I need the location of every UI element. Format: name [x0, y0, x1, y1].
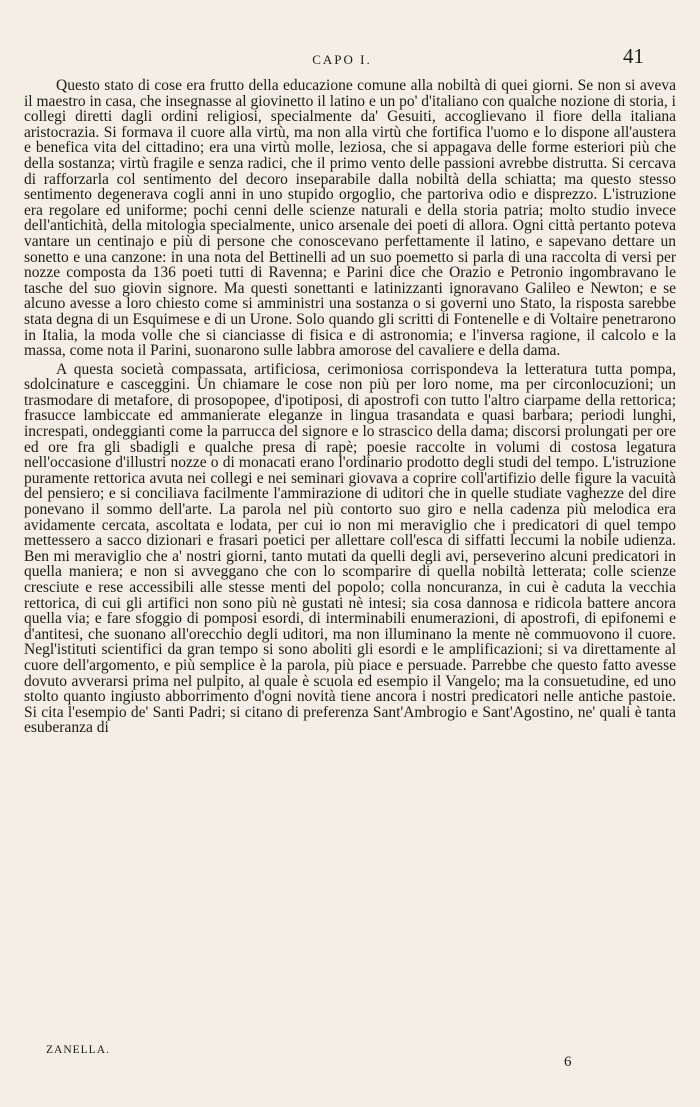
page-header: [40, 44, 644, 74]
signature-mark: 6: [564, 1054, 572, 1070]
page-footer: [24, 1038, 676, 1068]
paragraph: Questo stato di cose era frutto della educazione comune alla nobiltà di quei giorni. Se non si aveva il maestro in casa, che insegnasse al giovinetto il latino e un po' d'italiano con qualche nozione di storia, i collegi diretti dagli ordini religiosi, specialmente da' Gesuiti, accoglievano il fiore della italiana aristocrazia. Si formava il cuore alla virtù, ma non alla virtù che fortifica l'uomo e lo dispone all'austera e benefica vita del cittadino; era una virtù molle, leziosa, che si appagava delle forme esteriori più che della sostanza; virtù fragile e senza radici, che il primo vento delle passioni avrebbe distrutta. Si cercava di rafforzarla col sentimento del decoro inseparabile dalla nobiltà della schiatta; ma questo stesso sentimento degenerava cogli anni in uno stupido orgoglio, che partoriva odio e disprezzo. L'istruzione era regolare ed uniforme; pochi cenni delle scienze naturali e della storia patria; molto studio invece dell'antichità, della mitologia specialmente, unico arsenale dei poeti di allora. Ogni città pertanto poteva vantare un centinajo e più di persone che conoscevano perfettamente il latino, e sapevano dettare un sonetto e una canzone: in una nota del Bettinelli ad un suo poemetto si parla di una raccolta di versi per nozze composta da 136 poeti tutti di Ravenna; e Parini dice che Orazio e Petronio ingombravano le tasche del suo giovin signore. Ma questi sonettanti e latinizzanti ignoravano Galileo e Newton; e se alcuno avesse a loro chiesto come si amministri una sostanza o si governi uno Stato, la risposta sarebbe stata degna di un Esquimese e di un Urone. Solo quando gli scritti di Fontenelle e di Voltaire penetrarono in Italia, la moda volle che si cianciasse di fisica e di astronomia; e l'inversa ragione, il calcolo e la massa, come nota il Parini, suonarono sulle labbra amorose del cavaliere e della dama.: [24, 77, 676, 360]
running-title: CAPO I.: [312, 52, 372, 67]
author-name: ZANELLA.: [46, 1044, 110, 1056]
body-text: [24, 78, 676, 739]
paragraph: A questa società compassata, artificiosa, cerimoniosa corrispondeva la letteratura tutta pompa, sdolcinature e casceggini. Un chiamare le cose non più per loro nome, ma per circonlocuzioni; un trasmodare di metafore, di prosopopee, d'ipotiposi, di apostrofi con tutto l'altro ciarpame della rettorica; frasucce lambiccate ed ammanierate eleganze in lingua trasandata e quasi barbara; periodi lunghi, increspati, ondeggianti come la parrucca del signore e lo strascico della dama; discorsi prolungati per ore ed ore fra gli sbadigli e qualche presa di rapè; poesie raccolte in volumi di costosa legatura nell'occasione d'illustri nozze o di monacati erano l'ordinario prodotto degli studi del tempo. L'istruzione puramente rettorica avuta nei collegi e nei seminari giovava a coprire coll'artifizio delle figure la vacuità del pensiero; e si conciliava facilmente l'ammirazione di uditori che in quelle studiate vaghezze del dire ponevano il sommo dell'arte. La parola nel più contorto suo giro e nella cadenza più melodica era avidamente cercata, ascoltata e lodata, per cui io non mi meraviglio che i predicatori di quel tempo mettessero a sacco dizionari e frasari poetici per allettare coll'esca di siffatti leccumi la nobile udienza. Ben mi meraviglio che a' nostri giorni, tanto mutati da quelli degli avi, perseverino alcuni predicatori in quella maniera; e non si avveggano che con lo scomparire di quella nobiltà letterata; colle scienze cresciute e rese accessibili alle stesse menti del popolo; colla noncuranza, in cui è caduta la vecchia rettorica, di cui gli artifici non sono più nè gustati nè intesi; sia cosa dannosa e ridicola battere ancora quella via; e fare sfoggio di pomposi esordi, di interminabili enumerazioni, di apostrofi, di epifonemi e d'antitesi, che suonano all'orecchio degli uditori, ma non illuminano la mente nè commuovono il cuore. Negl'istituti scientifici da gran tempo si sono aboliti gli esordi e le amplificazioni; si va direttamente al cuore dell'argomento, e più semplice è la parola, più piace e persuade. Parrebbe che questo fatto avesse dovuto avverarsi prima nel pulpito, al quale è scuola ed esempio il Vangelo; ma la consuetudine, ed uno stolto quanto ingiusto abborrimento d'ogni novità tiene ancora i nostri predicatori nelle antiche pastoie. Si cita l'esempio de' Santi Padri; si citano di preferenza Sant'Ambrogio e Sant'Agostino, ne' quali è tanta esuberanza di: [24, 360, 676, 737]
page-number: 41: [623, 44, 644, 68]
